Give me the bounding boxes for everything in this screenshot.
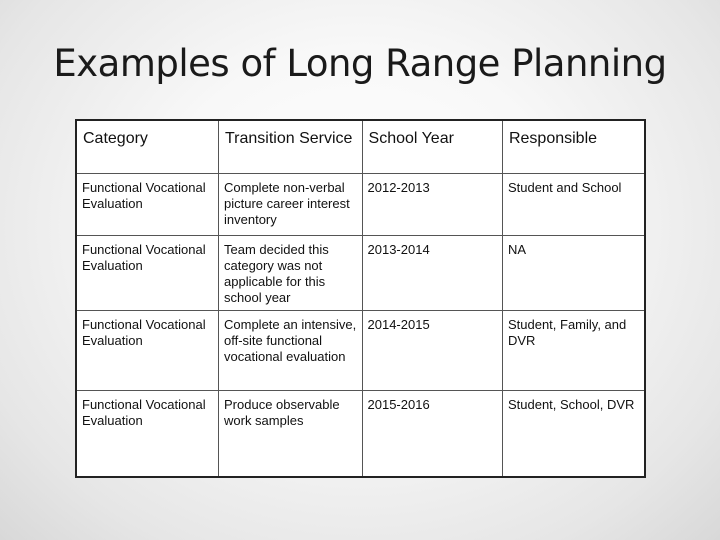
slide-title: Examples of Long Range Planning xyxy=(53,42,667,85)
cell-school-year: 2014-2015 xyxy=(362,311,502,391)
header-category: Category xyxy=(76,120,219,174)
cell-school-year: 2013-2014 xyxy=(362,236,502,311)
table-row xyxy=(76,174,645,236)
cell-school-year: 2015-2016 xyxy=(362,391,502,478)
cell-category: Functional Vocational Evaluation xyxy=(76,311,219,391)
planning-table xyxy=(75,119,646,478)
header-school-year: School Year xyxy=(362,120,502,174)
cell-responsible: NA xyxy=(502,236,645,311)
header-responsible: Responsible xyxy=(502,120,645,174)
cell-transition-service: Produce observable work samples xyxy=(219,391,363,478)
cell-school-year: 2012-2013 xyxy=(362,174,502,236)
table-header-row xyxy=(76,120,645,174)
cell-responsible: Student, Family, and DVR xyxy=(502,311,645,391)
table-row xyxy=(76,391,645,478)
cell-category: Functional Vocational Evaluation xyxy=(76,174,219,236)
cell-responsible: Student, School, DVR xyxy=(502,391,645,478)
table-row xyxy=(76,236,645,311)
table-row xyxy=(76,311,645,391)
cell-transition-service: Complete an intensive, off-site functional vocational evaluation xyxy=(219,311,363,391)
cell-category: Functional Vocational Evaluation xyxy=(76,391,219,478)
cell-transition-service: Team decided this category was not applicable for this school year xyxy=(219,236,363,311)
header-transition-service: Transition Service xyxy=(219,120,363,174)
cell-transition-service: Complete non-verbal picture career interest inventory xyxy=(219,174,363,236)
cell-responsible: Student and School xyxy=(502,174,645,236)
cell-category: Functional Vocational Evaluation xyxy=(76,236,219,311)
